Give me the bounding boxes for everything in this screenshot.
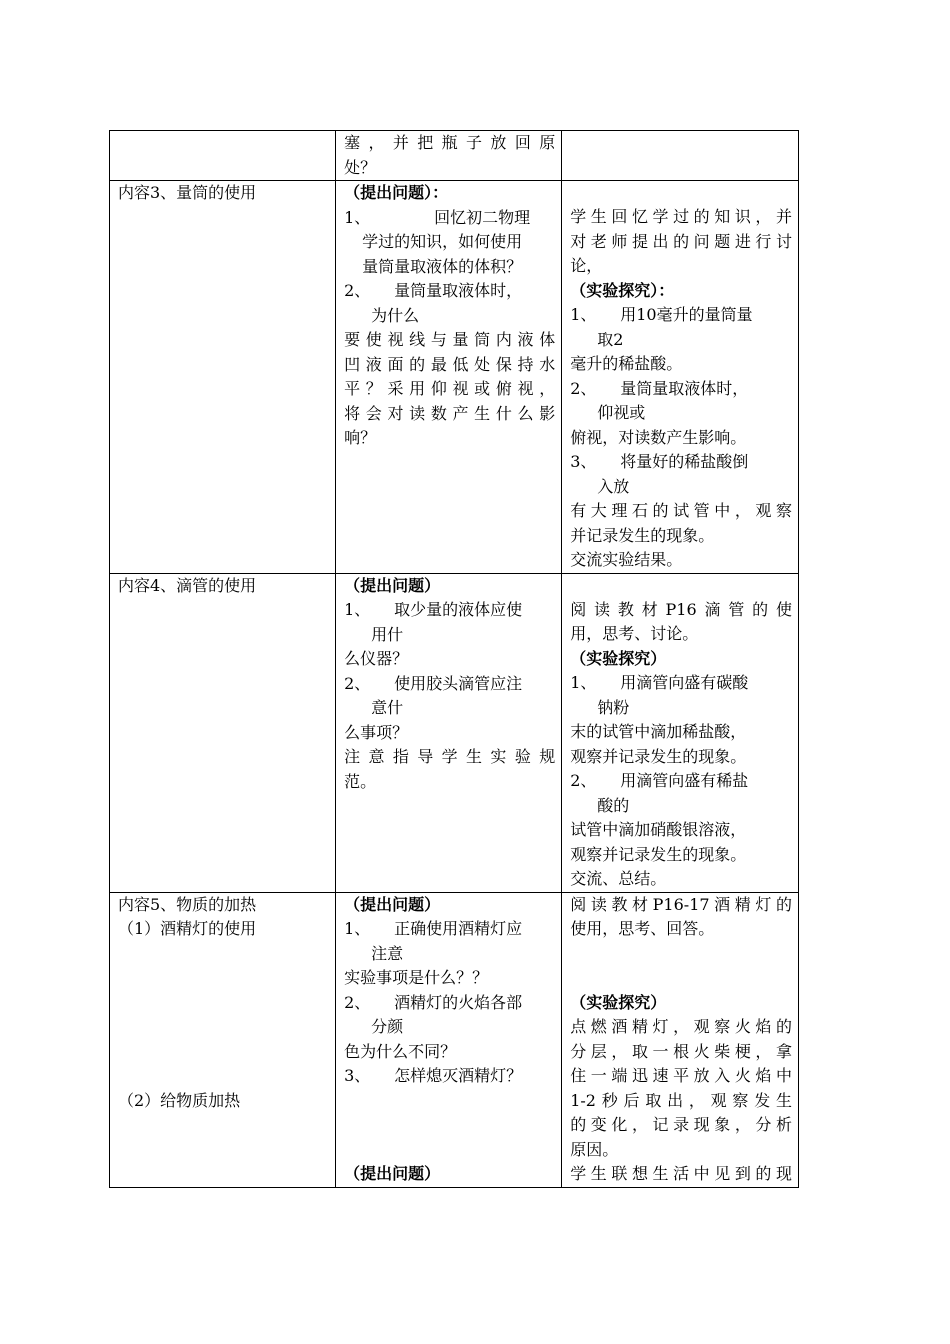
item-number: 1、 <box>570 673 597 692</box>
table-row <box>110 131 799 181</box>
text-line: 使用，思考、回答。 <box>570 919 715 938</box>
item-text: 使用胶头滴管应注 <box>394 673 523 693</box>
item-number: 2、 <box>344 673 371 693</box>
text-line: 将会对读数产生什么影 <box>344 403 556 423</box>
numbered-item <box>570 303 792 328</box>
text-line: 试管中滴加硝酸银溶液， <box>570 820 747 839</box>
text-line: 并记录发生的现象。 <box>570 525 715 545</box>
content-cell <box>110 181 336 574</box>
item-number: 2、 <box>570 378 597 398</box>
text-line: 有大理石的试管中，观察 <box>570 501 792 520</box>
numbered-item <box>344 279 555 304</box>
section-heading: （提出问题）： <box>344 183 449 202</box>
text-line: 平？采用仰视或俯视， <box>344 379 556 398</box>
text-line: 阅读教材P16滴管的使 <box>570 599 792 619</box>
numbered-item <box>344 206 555 231</box>
numbered-item <box>344 672 555 697</box>
numbered-item <box>344 917 555 942</box>
item-text: 用10毫升的量筒量 <box>620 305 753 324</box>
numbered-item <box>344 1064 555 1089</box>
text-line: 毫升的稀盐酸。 <box>570 354 683 373</box>
item-number: 2、 <box>344 281 371 300</box>
section-heading: （提出问题） <box>344 894 441 914</box>
subsection-title: （2）给物质加热 <box>118 1090 241 1110</box>
question-cell <box>336 892 562 1187</box>
text-line: 论， <box>570 256 603 275</box>
content-title: 内容5、物质的加热 <box>118 894 257 914</box>
text-line: 用什 <box>371 624 404 644</box>
text-line: 仰视或 <box>597 403 646 422</box>
table-row <box>110 892 799 1187</box>
table-row <box>110 181 799 574</box>
question-cell <box>336 181 562 574</box>
text-line: 入放 <box>597 476 630 496</box>
text-line: 分颜 <box>371 1017 404 1036</box>
item-text: 酒精灯的火焰各部 <box>394 992 523 1012</box>
table-row <box>110 573 799 892</box>
section-heading: （提出问题） <box>344 575 441 595</box>
content-title: 内容4、滴管的使用 <box>118 575 257 595</box>
section-heading: （实验探究）： <box>570 280 675 300</box>
content-title: 内容3、量筒的使用 <box>118 183 257 202</box>
text-line: 取2 <box>597 329 624 349</box>
text-line: 注意指导学生实验规 <box>344 747 556 766</box>
section-heading: （实验探究） <box>570 648 667 668</box>
text-line: 对老师提出的问题进行讨 <box>570 231 792 251</box>
text-line: 学生回忆学过的知识，并 <box>570 207 792 226</box>
text-line: 阅读教材P16-17酒精灯的 <box>570 894 792 914</box>
item-text: 量筒量取液体时， <box>620 378 749 398</box>
numbered-item <box>344 598 555 623</box>
text-line: 么仪器？ <box>344 649 409 668</box>
question-cell <box>336 573 562 892</box>
text-line: 实验事项是什么？？ <box>344 968 489 987</box>
text-line: 凹液面的最低处保持水 <box>344 354 556 374</box>
item-text: 量筒量取液体时， <box>394 281 523 300</box>
item-number: 3、 <box>344 1066 371 1085</box>
text-line: 俯视，对读数产生影响。 <box>570 427 747 447</box>
item-text: 用滴管向盛有碳酸 <box>620 673 749 692</box>
question-cell <box>336 131 562 181</box>
text-line: 色为什么不同？ <box>344 1041 457 1061</box>
text-line: 1-2秒后取出，观察发生 <box>570 1090 792 1110</box>
text-line: 注意 <box>371 943 404 963</box>
item-text: 正确使用酒精灯应 <box>394 919 523 938</box>
subsection-title: （1）酒精灯的使用 <box>118 919 257 938</box>
text-line: 处？ <box>344 157 377 177</box>
text-line: 末的试管中滴加稀盐酸， <box>570 722 747 741</box>
lesson-plan-table <box>109 130 799 1188</box>
text-line: 要使视线与量筒内液体 <box>344 330 556 349</box>
section-heading: （实验探究） <box>570 992 667 1012</box>
text-line: 么事项？ <box>344 722 409 742</box>
text-line: 用，思考、讨论。 <box>570 624 699 643</box>
item-number: 1、 <box>344 207 371 227</box>
text-line: 钠粉 <box>597 697 630 717</box>
text-line: 交流、总结。 <box>570 869 667 888</box>
item-number: 2、 <box>344 992 371 1012</box>
item-number: 3、 <box>570 452 597 471</box>
text-line: 为什么 <box>371 305 420 325</box>
text-line: 酸的 <box>597 795 630 815</box>
item-text: 用滴管向盛有稀盐 <box>620 771 749 790</box>
item-text: 回忆初二物理 <box>434 207 531 227</box>
item-number: 1、 <box>344 919 371 938</box>
text-line: 量筒量取液体的体积？ <box>362 256 523 276</box>
numbered-item <box>570 671 792 696</box>
text-line: 交流实验结果。 <box>570 550 683 569</box>
text-line: 原因。 <box>570 1139 619 1159</box>
content-cell <box>110 892 336 1187</box>
content-cell <box>110 573 336 892</box>
text-line: 点燃酒精灯，观察火焰的 <box>570 1017 792 1036</box>
activity-cell <box>562 181 799 574</box>
item-number: 1、 <box>344 600 371 619</box>
text-line: 范。 <box>344 771 377 791</box>
section-heading: （提出问题） <box>344 1163 441 1183</box>
item-number: 2、 <box>570 771 597 790</box>
item-number: 1、 <box>570 305 597 324</box>
text-line: 学生联想生活中见到的现 <box>570 1164 792 1183</box>
activity-cell <box>562 892 799 1187</box>
text-line: 塞，并把瓶子放回原 <box>344 133 556 152</box>
content-cell <box>110 131 336 181</box>
numbered-item <box>344 991 555 1016</box>
text-line: 意什 <box>371 698 404 717</box>
activity-cell <box>562 131 799 181</box>
numbered-item <box>570 450 792 475</box>
text-line: 的变化，记录现象，分析 <box>570 1115 792 1134</box>
text-line: 观察并记录发生的现象。 <box>570 844 747 864</box>
text-line: 响？ <box>344 428 377 447</box>
numbered-item <box>570 769 792 794</box>
item-text: 将量好的稀盐酸倒 <box>620 452 749 471</box>
text-line: 住一端迅速平放入火焰中 <box>570 1066 792 1085</box>
item-text: 怎样熄灭酒精灯？ <box>394 1066 523 1085</box>
activity-cell <box>562 573 799 892</box>
text-line: 分层，取一根火柴梗，拿 <box>570 1041 792 1061</box>
numbered-item <box>570 377 792 402</box>
text-line: 观察并记录发生的现象。 <box>570 746 747 766</box>
text-line: 学过的知识，如何使用 <box>362 232 523 251</box>
item-text: 取少量的液体应使 <box>394 600 523 619</box>
